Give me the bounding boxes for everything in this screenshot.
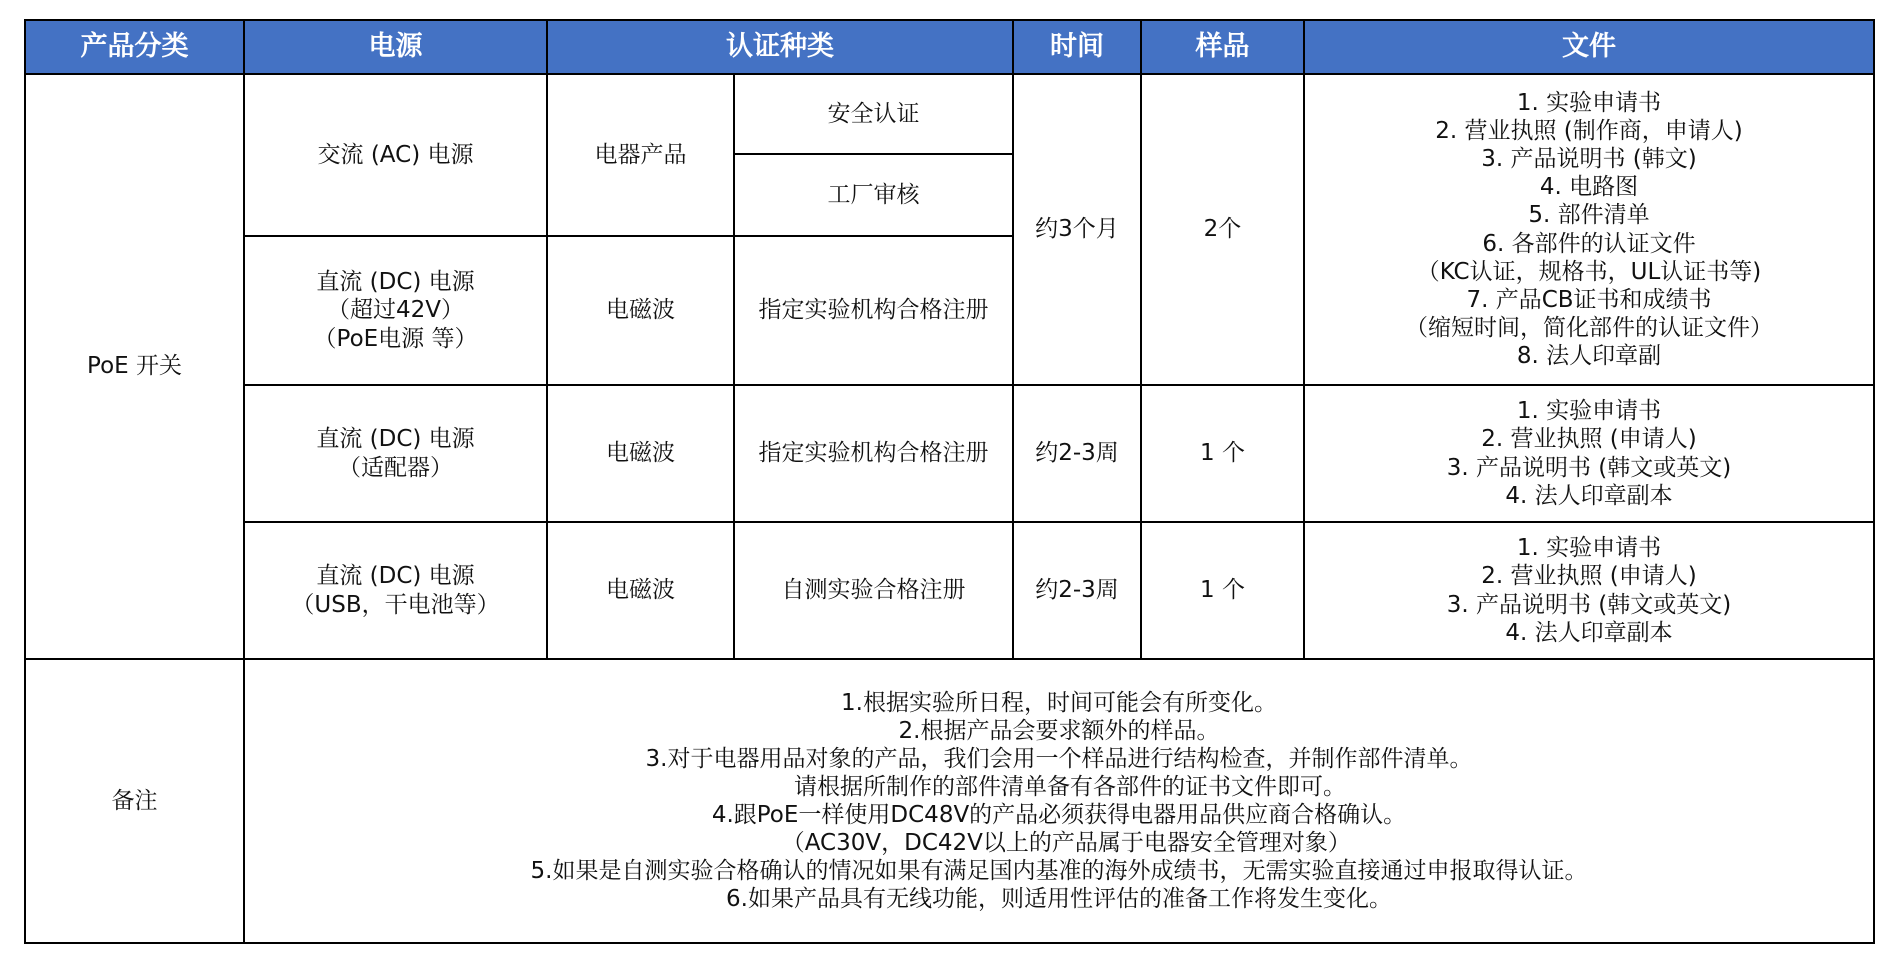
emc-cell: 电磁波 bbox=[547, 522, 734, 659]
remark-line: （AC30V，DC42V以上的产品属于电器安全管理对象） bbox=[767, 830, 1351, 857]
time-cell: 约3个月 bbox=[1013, 74, 1141, 385]
remark-line: 6.如果产品具有无线功能，则适用性评估的准备工作将发生变化。 bbox=[726, 886, 1392, 913]
remark-line: 2.根据产品会要求额外的样品。 bbox=[898, 717, 1220, 744]
remark-line: 3.对于电器用品对象的产品，我们会用一个样品进行结构检查，并制作部件清单。 bbox=[645, 745, 1473, 772]
table-row bbox=[25, 385, 1874, 522]
time-cell: 约2-3周 bbox=[1013, 522, 1141, 659]
remark-line: 5.如果是自测实验合格确认的情况如果有满足国内基准的海外成绩书，无需实验直接通过申报取得认证。 bbox=[530, 858, 1588, 885]
header-sample: 样品 bbox=[1141, 20, 1304, 74]
header-files: 文件 bbox=[1304, 20, 1874, 74]
cert-cell: 指定实验机构合格注册 bbox=[734, 385, 1013, 522]
header-power: 电源 bbox=[244, 20, 547, 74]
category-cell: PoE 开关 bbox=[25, 74, 244, 659]
remark-line: 1.根据实验所日程，时间可能会有所变化。 bbox=[841, 689, 1277, 716]
remarks-label: 备注 bbox=[25, 659, 244, 943]
remarks-row bbox=[25, 659, 1874, 943]
files-cell: 1. 实验申请书 2. 营业执照 (申请人) 3. 产品说明书 (韩文或英文) 4. 法人印章副本 bbox=[1304, 385, 1874, 522]
files-cell: 1. 实验申请书 2. 营业执照 (申请人) 3. 产品说明书 (韩文或英文) 4. 法人印章副本 bbox=[1304, 522, 1874, 659]
table-row bbox=[25, 522, 1874, 659]
files-cell: 1. 实验申请书 2. 营业执照 (制作商，申请人) 3. 产品说明书 (韩文) 4. 电路图 5. 部件清单 6. 各部件的认证文件 （KC认证，规格书，UL认证书等) 7. 产品CB证书和成绩书 （缩短时间，简化部件的认证文件） 8. 法人印章副 bbox=[1304, 74, 1874, 385]
power-dc-adapter-cell: 直流 (DC) 电源 （适配器） bbox=[244, 385, 547, 522]
remarks-cell bbox=[244, 659, 1874, 943]
electrical-product-cell: 电器产品 bbox=[547, 74, 734, 236]
emc-cert-cell: 指定实验机构合格注册 bbox=[734, 236, 1013, 385]
power-dc-usb-cell: 直流 (DC) 电源 （USB，干电池等） bbox=[244, 522, 547, 659]
time-cell: 约2-3周 bbox=[1013, 385, 1141, 522]
factory-audit-cell: 工厂审核 bbox=[734, 154, 1013, 236]
emc-cell: 电磁波 bbox=[547, 236, 734, 385]
header-category: 产品分类 bbox=[25, 20, 244, 74]
header-time: 时间 bbox=[1013, 20, 1141, 74]
remark-line: 4.跟PoE一样使用DC48V的产品必须获得电器用品供应商合格确认。 bbox=[711, 802, 1407, 828]
sample-cell: 1 个 bbox=[1141, 522, 1304, 659]
sample-cell: 1 个 bbox=[1141, 385, 1304, 522]
sample-cell: 2个 bbox=[1141, 74, 1304, 385]
header-row bbox=[25, 20, 1874, 74]
safety-cert-cell: 安全认证 bbox=[734, 74, 1013, 154]
table-row bbox=[25, 74, 1874, 154]
remark-line: 请根据所制作的部件清单备有各部件的证书文件即可。 bbox=[772, 773, 1346, 800]
power-ac-cell: 交流 (AC) 电源 bbox=[244, 74, 547, 236]
header-cert-type: 认证种类 bbox=[547, 20, 1013, 74]
cert-cell: 自测实验合格注册 bbox=[734, 522, 1013, 659]
emc-cell: 电磁波 bbox=[547, 385, 734, 522]
power-dc-cell: 直流 (DC) 电源 （超过42V） （PoE电源 等） bbox=[244, 236, 547, 385]
certification-table bbox=[24, 19, 1875, 944]
